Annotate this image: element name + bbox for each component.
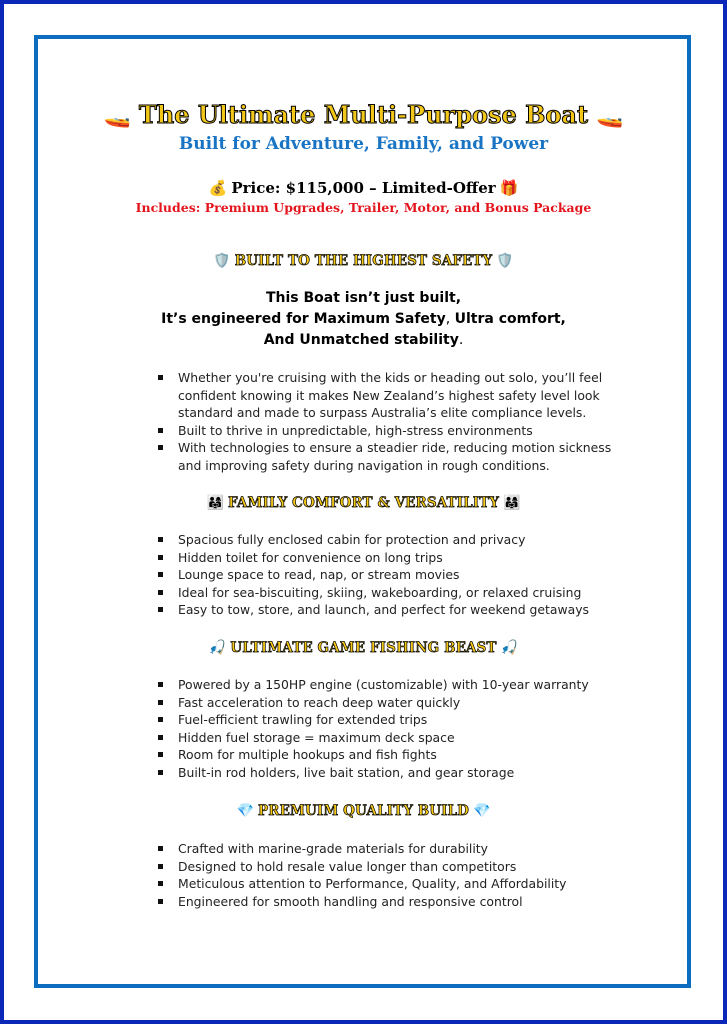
list-item: Engineered for smooth handling and responsive control xyxy=(156,893,616,911)
list-item: Hidden fuel storage = maximum deck space xyxy=(156,729,616,747)
list-item: Whether you're cruising with the kids or heading out solo, you’ll feel confident knowing it makes New Zealand’s highest safety level look standard and made to surpass Australia’s elite compliance levels. xyxy=(156,369,616,422)
section-heading-fishing xyxy=(0,637,727,659)
section-heading-safety xyxy=(0,250,727,272)
section-heading-quality xyxy=(0,800,727,822)
section-heading-text: BUILT TO THE HIGHEST SAFETY xyxy=(234,253,493,269)
gift-icon: 🎁 xyxy=(499,179,519,197)
page-title-text: The Ultimate Multi-Purpose Boat xyxy=(138,100,589,129)
tagline-part: It’s engineered for Maximum Safety xyxy=(161,311,446,327)
list-item: Easy to tow, store, and launch, and perfect for weekend getaways xyxy=(156,601,616,619)
tagline-line-1: This Boat isn’t just built, xyxy=(265,290,462,306)
section-heading-text: PREMUIM QUALITY BUILD xyxy=(258,803,469,819)
page-title xyxy=(0,98,727,133)
quality-bullet-list xyxy=(156,840,616,910)
list-item: Room for multiple hookups and fish fights xyxy=(156,746,616,764)
list-item: Lounge space to read, nap, or stream movies xyxy=(156,566,616,584)
list-item: Built-in rod holders, live bait station, and gear storage xyxy=(156,764,616,782)
list-item: Spacious fully enclosed cabin for protection and privacy xyxy=(156,531,616,549)
list-item: Powered by a 150HP engine (customizable) with 10-year warranty xyxy=(156,676,616,694)
list-item: Hidden toilet for convenience on long trips xyxy=(156,549,616,567)
family-icon: 👨‍👩‍👧 xyxy=(503,495,521,511)
price-text: Price: $115,000 – Limited-Offer xyxy=(231,179,496,197)
section-heading-family xyxy=(0,492,727,514)
safety-bullet-list xyxy=(156,369,616,475)
fishing-icon: 🎣 xyxy=(208,640,227,656)
safety-tagline xyxy=(0,288,727,351)
family-bullet-list xyxy=(156,531,616,619)
list-item: Designed to hold resale value longer than competitors xyxy=(156,858,616,876)
includes-text: Includes: Premium Upgrades, Trailer, Motor, and Bonus Package xyxy=(135,200,592,215)
shield-icon: 🛡️ xyxy=(496,253,514,269)
tagline-part: And Unmatched stability xyxy=(263,332,459,348)
tagline-line-3 xyxy=(0,330,727,351)
section-heading-text: ULTIMATE GAME FISHING BEAST xyxy=(230,640,497,656)
list-item: Meticulous attention to Performance, Quality, and Affordability xyxy=(156,875,616,893)
price-line xyxy=(0,177,727,199)
tagline-part: , xyxy=(445,311,455,327)
list-item: Fast acceleration to reach deep water quickly xyxy=(156,694,616,712)
list-item: Fuel-efficient trawling for extended trips xyxy=(156,711,616,729)
fishing-bullet-list xyxy=(156,676,616,782)
gem-icon: 💎 xyxy=(472,803,491,819)
list-item: Built to thrive in unpredictable, high-stress environments xyxy=(156,422,616,440)
fishing-icon: 🎣 xyxy=(500,640,519,656)
gem-icon: 💎 xyxy=(236,803,255,819)
speedboat-icon: 🚤 xyxy=(596,103,624,129)
speedboat-icon: 🚤 xyxy=(103,103,131,129)
tagline-part: Ultra comfort, xyxy=(454,311,566,327)
tagline-line-2 xyxy=(0,309,727,330)
section-heading-text: FAMILY COMFORT & VERSATILITY xyxy=(227,495,500,511)
tagline-part: . xyxy=(458,332,464,348)
list-item: With technologies to ensure a steadier ride, reducing motion sickness and improving safety during navigation in rough conditions. xyxy=(156,439,616,474)
list-item: Ideal for sea-biscuiting, skiing, wakeboarding, or relaxed cruising xyxy=(156,584,616,602)
page-subtitle: Built for Adventure, Family, and Power xyxy=(178,134,549,154)
shield-icon: 🛡️ xyxy=(213,253,231,269)
money-bag-icon: 💰 xyxy=(208,179,228,197)
family-icon: 👨‍👩‍👧 xyxy=(206,495,224,511)
list-item: Crafted with marine-grade materials for durability xyxy=(156,840,616,858)
